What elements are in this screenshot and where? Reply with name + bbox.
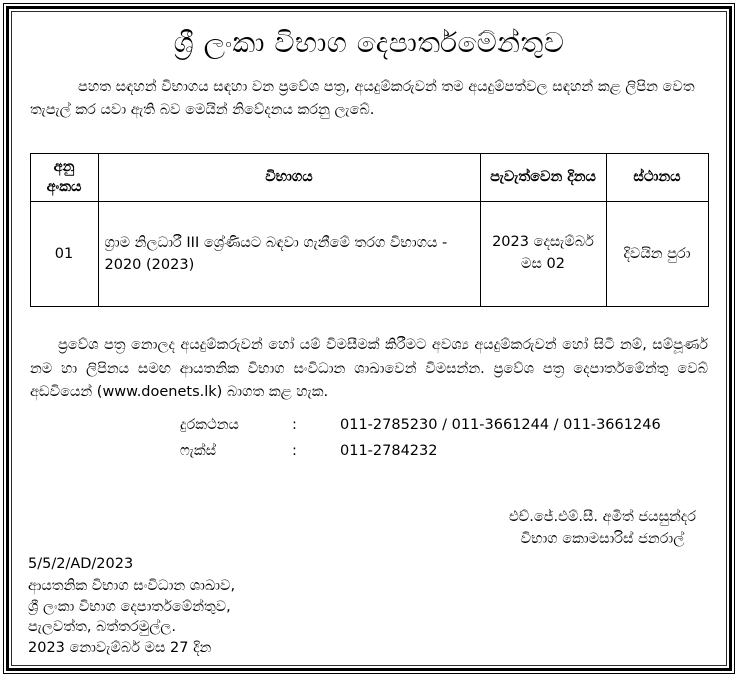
fax-row [28,438,710,464]
signatory-position: විභාග කොමසාරිස් ජනරාල් [520,531,685,548]
exam-table [30,153,709,307]
reference-number: 5/5/2/AD/2023 [28,555,134,572]
phone-label: දුරකථනය [180,416,239,433]
address-line-department: ශ්‍රී ලංකා විභාග දෙපාර්තමේන්තුව, [28,598,231,615]
exam-table-header [30,153,708,201]
inner-border [11,11,727,666]
inquiry-paragraph: ප්‍රවේශ පත්‍ර නොලද අයදුම්කරුවන් හෝ යම් විමසීමක් කිරීමට අවශ්‍ය අයදුම්කරුවන් හෝ සිටී නම්, සම්පූර්ණ නම හා ලිපිනය සමඟ ආයතනික විභාග සංවිධාන ශාඛාවෙන් විමසන්න. ප්‍රවේශ පත්‍ර දෙපාර්තමේන්තු වෙබ් අඩවියෙන් (www.doenets.lk) බාගත කළ හැක. [30,337,708,401]
cell-serial-number: 01 [30,202,98,307]
cell-exam-date: 2023 දෙසැම්බර් මස 02 [480,202,606,307]
header-serial-number: අනු අංකය [30,153,98,201]
cell-location: දිවයින පුරා [606,202,708,307]
phone-row [28,412,710,438]
header-exam-date: පැවැත්වෙන දිනය [480,153,606,201]
notice-date: 2023 නොවැම්බර් මස 27 දින [28,639,212,656]
address-line-branch: ආයතනික විභාග සංවිධාන ශාඛාව, [28,578,236,595]
contact-block [28,412,710,464]
signature-block [509,506,696,551]
header-row [30,153,708,201]
header-location: ස්ථානය [606,153,708,201]
signatory-name: එච්.ජේ.එම්.සී. අමිත් ජයසුන්දර [508,508,696,525]
fax-label: ෆැක්ස් [180,442,217,459]
phone-colon: : [292,416,297,433]
header-examination: විභාගය [98,153,480,201]
exam-table-body [30,202,708,307]
cell-examination-name: ග්‍රාම නිලධාරී III ශ්‍රේණියට බඳවා ගැනීමේ තරග විභාගය - 2020 (2023) [98,202,480,307]
table-row [30,202,708,307]
mid-border [6,6,732,671]
phone-numbers: 011-2785230 / 011-3661244 / 011-3661246 [340,416,661,433]
page-title: ශ්‍රී ලංකා විභාග දෙපාර්තමේන්තුව [173,26,565,59]
intro-paragraph: පහත සඳහන් විභාගය සඳහා වන ප්‍රවේශ පත්‍ර, අයදුම්කරුවන් තම අයදුම්පත්වල සඳහන් කළ ලිපින වෙත තැපැල් කර යවා ඇති බව මෙයින් නිවේදනය කරනු ලැබේ. [30,79,695,119]
fax-colon: : [292,442,297,459]
outer-border [3,3,735,674]
fax-number: 011-2784232 [340,442,438,459]
address-line-city: පැලවත්ත, බත්තරමුල්ල. [28,619,176,636]
footer-block [28,554,710,659]
